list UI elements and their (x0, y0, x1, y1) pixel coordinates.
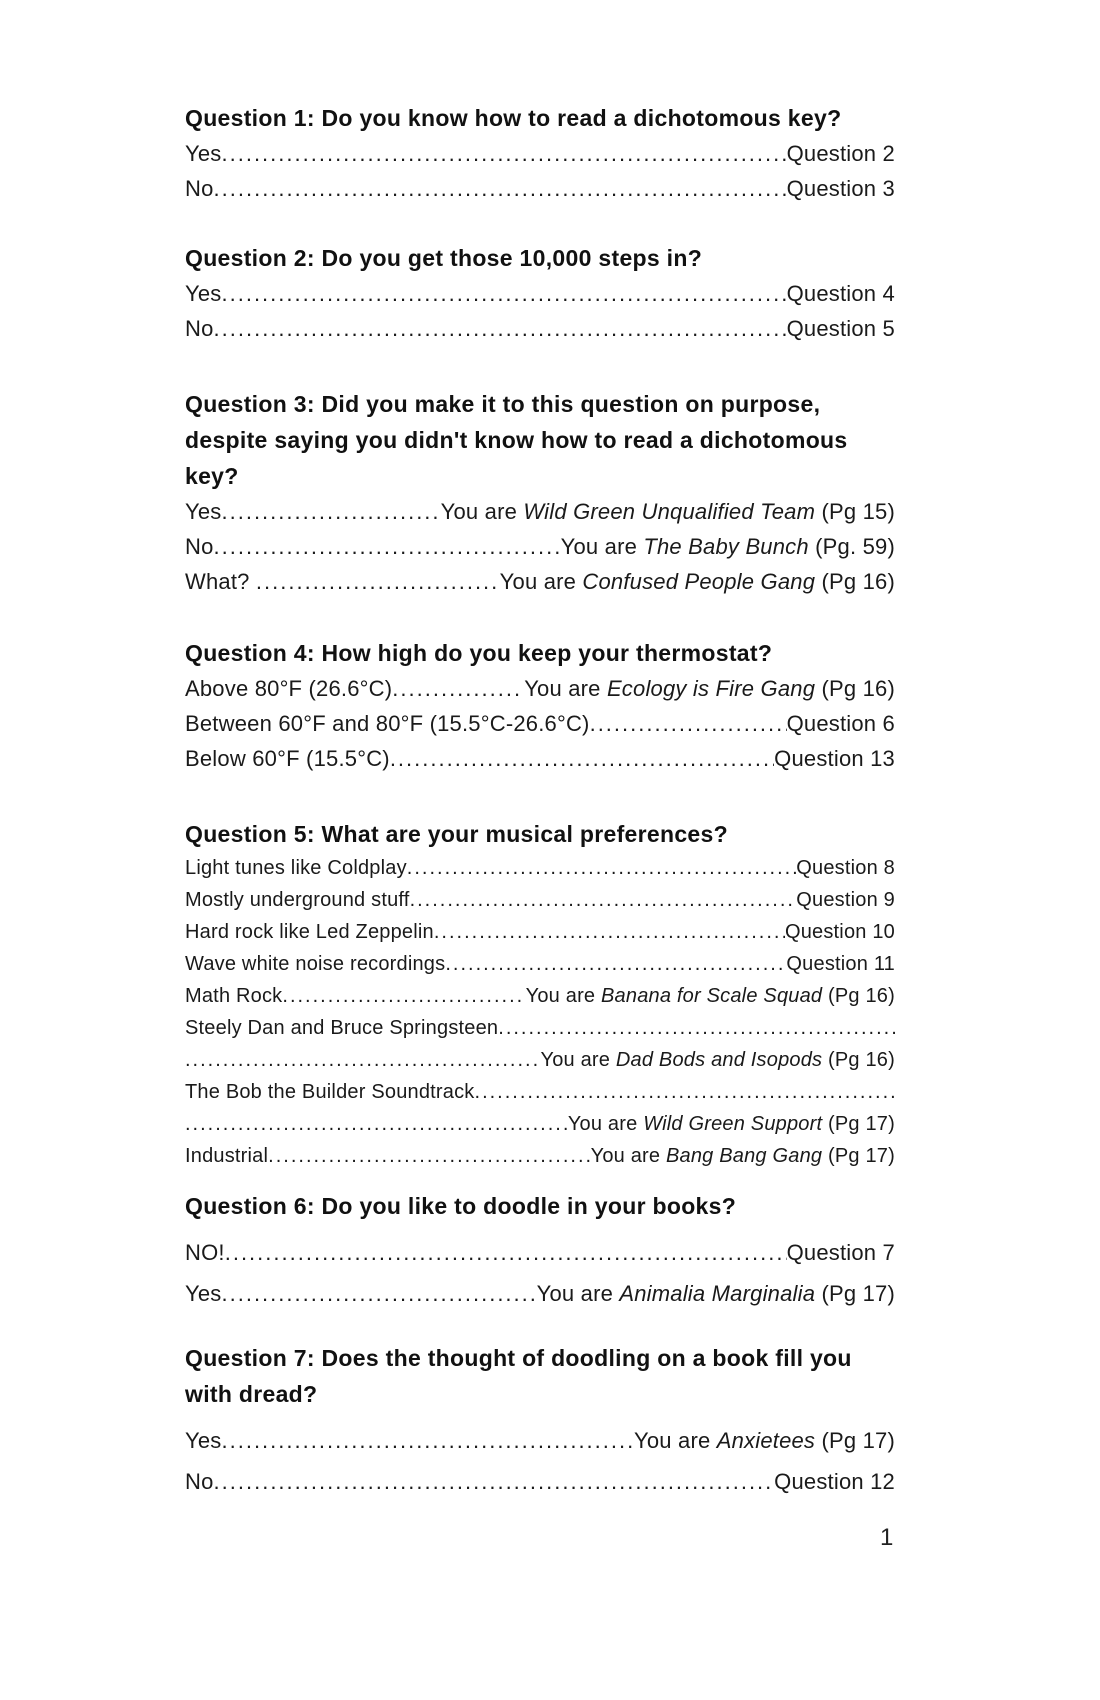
question-header-line: Question 3: Did you make it to this question on purpose, (185, 391, 821, 417)
question-header-line: Question 4: How high do you keep your thermostat? (185, 640, 773, 666)
dot-leader (222, 494, 441, 529)
target-text: Question 12 (774, 1469, 895, 1494)
choice-label: Below 60°F (15.5°C) (185, 746, 390, 771)
target-text: You are (524, 676, 607, 701)
row-target (787, 136, 895, 171)
target-text: Question 2 (786, 141, 895, 166)
row-target (500, 564, 895, 599)
target-text: Question 3 (786, 176, 895, 201)
choice-label: No (185, 1469, 214, 1494)
target-text: (Pg 17) (822, 1145, 895, 1167)
question-header-line: despite saying you didn't know how to read a dichotomous (185, 427, 848, 453)
dot-leader (222, 1420, 634, 1461)
question-section (185, 1340, 895, 1502)
dot-leader (590, 706, 787, 741)
row-target (561, 529, 895, 564)
choice-label: Above 80°F (26.6°C) (185, 676, 393, 701)
key-row (185, 494, 895, 529)
target-text: (Pg 17) (815, 1281, 895, 1306)
target-text: You are (525, 985, 602, 1007)
dot-leader (410, 884, 797, 916)
target-text: You are (536, 1281, 620, 1306)
answer-rows (185, 671, 895, 776)
target-text: (Pg 17) (822, 1113, 895, 1135)
target-text: (Pg. 59) (808, 534, 895, 559)
row-target (786, 948, 895, 980)
row-target (796, 852, 895, 884)
team-name: Wild Green Support (643, 1113, 823, 1135)
row-target (591, 1140, 895, 1172)
team-name: Bang Bang Gang (665, 1145, 823, 1167)
target-text: You are (560, 534, 644, 559)
dot-leader (222, 136, 787, 171)
question-header-line: Question 5: What are your musical preferences? (185, 821, 728, 847)
key-row (185, 1232, 895, 1273)
row-target (541, 1044, 896, 1076)
question-header-line: Question 7: Does the thought of doodling on a book fill you (185, 1345, 852, 1371)
dot-leader (282, 980, 525, 1012)
team-name: Dad Bods and Isopods (615, 1049, 823, 1071)
target-text: You are (567, 1113, 644, 1135)
dot-leader (407, 852, 796, 884)
team-name: Confused People Gang (582, 569, 816, 594)
answer-rows (185, 1232, 895, 1314)
dot-leader (214, 171, 787, 206)
key-row (185, 852, 895, 884)
row-target (441, 494, 895, 529)
target-text: Question 7 (786, 1240, 895, 1265)
target-text: (Pg 15) (815, 499, 895, 524)
target-text: You are (440, 499, 524, 524)
team-name: Ecology is Fire Gang (606, 676, 816, 701)
row-target (796, 884, 895, 916)
key-row (185, 1044, 895, 1076)
key-row (185, 741, 895, 776)
key-row (185, 1273, 895, 1314)
dot-leader (214, 1461, 775, 1502)
key-row (185, 1012, 895, 1044)
team-name: Anxietees (716, 1428, 816, 1453)
answer-rows (185, 276, 895, 346)
team-name: Wild Green Unqualified Team (523, 499, 816, 524)
dot-leader (475, 1076, 895, 1108)
dot-leader (225, 1232, 787, 1273)
choice-label: Steely Dan and Bruce Springsteen (185, 1017, 499, 1039)
choice-label: The Bob the Builder Soundtrack (185, 1081, 475, 1103)
key-row (185, 706, 895, 741)
team-name: The Baby Bunch (643, 534, 809, 559)
question-section (185, 1188, 895, 1314)
question-header-line: with dread? (185, 1381, 318, 1407)
key-row (185, 564, 895, 599)
choice-label: Hard rock like Led Zeppelin (185, 921, 434, 943)
dot-leader (185, 1108, 568, 1140)
key-row (185, 1461, 895, 1502)
target-text: You are (590, 1145, 666, 1167)
question-header-line: Question 6: Do you like to doodle in your books? (185, 1193, 737, 1219)
choice-label: Math Rock (185, 985, 283, 1007)
dot-leader (222, 276, 787, 311)
target-text: Question 9 (796, 889, 895, 911)
key-row (185, 1076, 895, 1108)
target-text: Question 5 (786, 316, 895, 341)
dot-leader (390, 741, 774, 776)
dot-leader (445, 948, 786, 980)
dot-leader (256, 564, 500, 599)
choice-label: No (185, 316, 214, 341)
question-header-line: Question 2: Do you get those 10,000 steps in? (185, 245, 703, 271)
row-target (774, 741, 895, 776)
choice-label: Yes (185, 141, 222, 166)
choice-label: NO! (185, 1240, 225, 1265)
question-header-line: Question 1: Do you know how to read a dichotomous key? (185, 105, 842, 131)
choice-label: Industrial (185, 1145, 269, 1167)
choice-label: No (185, 176, 214, 201)
target-text: Question 4 (786, 281, 895, 306)
row-target (785, 916, 895, 948)
row-target (787, 276, 895, 311)
row-target (787, 171, 895, 206)
team-name: Animalia Marginalia (619, 1281, 816, 1306)
question-section (185, 100, 895, 206)
page-number: 1 (880, 1524, 894, 1551)
choice-label: No (185, 534, 214, 559)
row-target (537, 1273, 895, 1314)
choice-label: Yes (185, 281, 222, 306)
target-text: Question 10 (784, 921, 895, 943)
choice-label: Yes (185, 499, 222, 524)
question-section (185, 240, 895, 346)
question-section (185, 816, 895, 1172)
dot-leader (185, 1044, 541, 1076)
answer-rows (185, 1420, 895, 1502)
target-text: (Pg 16) (822, 1049, 895, 1071)
choice-label: Between 60°F and 80°F (15.5°C-26.6°C) (185, 711, 590, 736)
choice-label: Wave white noise recordings (185, 953, 446, 975)
key-row (185, 311, 895, 346)
key-row (185, 529, 895, 564)
row-target (634, 1420, 895, 1461)
team-name: Banana for Scale Squad (601, 985, 823, 1007)
dot-leader (392, 671, 524, 706)
choice-label: Yes (185, 1428, 222, 1453)
row-target (524, 671, 895, 706)
choice-label: Light tunes like Coldplay (185, 857, 407, 879)
row-target (568, 1108, 895, 1140)
target-text: (Pg 16) (815, 676, 895, 701)
target-text: You are (633, 1428, 717, 1453)
choice-label: Yes (185, 1281, 222, 1306)
dot-leader (214, 529, 561, 564)
target-text: Question 11 (786, 953, 895, 975)
row-target (787, 1232, 895, 1273)
answer-rows (185, 136, 895, 206)
key-row (185, 884, 895, 916)
dot-leader (498, 1012, 895, 1044)
question-header-line: key? (185, 463, 239, 489)
key-row (185, 171, 895, 206)
row-target (774, 1461, 895, 1502)
target-text: Question 6 (786, 711, 895, 736)
dot-leader (268, 1140, 590, 1172)
key-row (185, 276, 895, 311)
target-text: You are (540, 1049, 616, 1071)
target-text: Question 13 (774, 746, 895, 771)
row-target (787, 706, 895, 741)
key-row (185, 671, 895, 706)
dot-leader (214, 311, 787, 346)
dot-leader (434, 916, 785, 948)
key-row (185, 1108, 895, 1140)
quiz-content (185, 100, 895, 1502)
key-row (185, 948, 895, 980)
key-row (185, 136, 895, 171)
key-row (185, 1140, 895, 1172)
choice-label: What? (185, 569, 256, 594)
answer-rows (185, 852, 895, 1172)
question-section (185, 635, 895, 776)
row-target (787, 311, 895, 346)
target-text: (Pg 16) (815, 569, 895, 594)
key-row (185, 1420, 895, 1461)
target-text: (Pg 16) (822, 985, 895, 1007)
dot-leader (222, 1273, 537, 1314)
choice-label: Mostly underground stuff (185, 889, 410, 911)
target-text: You are (499, 569, 583, 594)
key-row (185, 916, 895, 948)
question-section (185, 386, 895, 599)
target-text: (Pg 17) (815, 1428, 895, 1453)
row-target (526, 980, 895, 1012)
key-row (185, 980, 895, 1012)
target-text: Question 8 (796, 857, 895, 879)
answer-rows (185, 494, 895, 599)
